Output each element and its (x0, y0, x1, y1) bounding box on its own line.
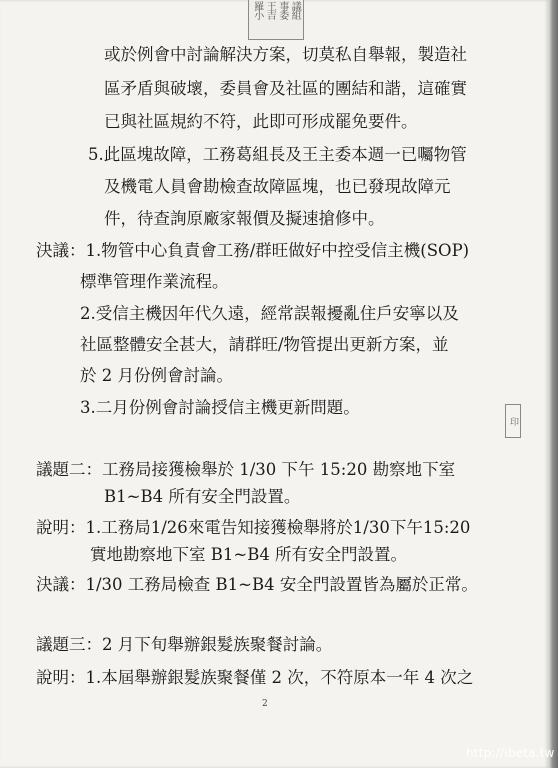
text-line: 3.二月份例會討論授信主機更新問題。 (80, 398, 360, 417)
explanation-line: 說明：1.工務局1/26來電告知接獲檢舉將於1/30下午15:20 (36, 518, 471, 537)
stamp-column: 王吉 (264, 1, 276, 19)
text-line: 及機電人員會勘檢查故障區塊，也已發現故障元 (104, 177, 451, 196)
agenda-item-heading: 議題二：工務局接獲檢舉於 1/30 下午 15:20 勘察地下室 (36, 460, 456, 479)
stamp-column: 議組 (289, 1, 301, 19)
text-line: B1~B4 所有安全門設置。 (104, 487, 301, 506)
text-line: 件，待查詢原廠家報價及擬速搶修中。 (104, 209, 385, 228)
text-line: 標準管理作業流程。 (80, 272, 229, 291)
text-line: 實地勘察地下室 B1~B4 所有安全門設置。 (90, 545, 408, 564)
stamp-column: 事委 (276, 1, 288, 19)
page-number: 2 (262, 699, 268, 709)
explanation-line: 說明：1.本屆舉辦銀髮族聚餐僅 2 次，不符原本一年 4 次之 (36, 668, 474, 687)
resolution-line: 決議：1/30 工務局檢查 B1~B4 安全門設置皆為屬於正常。 (36, 575, 478, 594)
text-line: 2.受信主機因年代久遠，經常誤報擾亂住戶安寧以及 (80, 304, 459, 323)
text-line: 或於例會中討論解決方案，切莫私自舉報，製造社 (104, 45, 467, 64)
watermark: http://ibeta.tw (466, 746, 555, 760)
paper-edge (549, 0, 558, 768)
agenda-item-heading: 議題三：2 月下旬舉辦銀髮族聚餐討論。 (36, 635, 333, 654)
text-line: 區矛盾與破壞，委員會及社區的團結和諧，這確實 (104, 79, 467, 98)
stamp-column: 羅小 (251, 1, 263, 19)
text-line: 社區整體安全甚大，請群旺/物管提出更新方案，並 (80, 335, 449, 354)
approval-stamp (248, 0, 304, 40)
side-seal: 印 (505, 404, 521, 438)
text-line: 已與社區規約不符，此即可形成罷免要件。 (104, 112, 418, 131)
text-line: 於 2 月份例會討論。 (80, 366, 233, 385)
resolution-line: 決議：1.物管中心負責會工務/群旺做好中控受信主機(SOP) (36, 241, 470, 260)
text-line: 5.此區塊故障，工務葛組長及王主委本週一已囑物管 (88, 145, 467, 164)
